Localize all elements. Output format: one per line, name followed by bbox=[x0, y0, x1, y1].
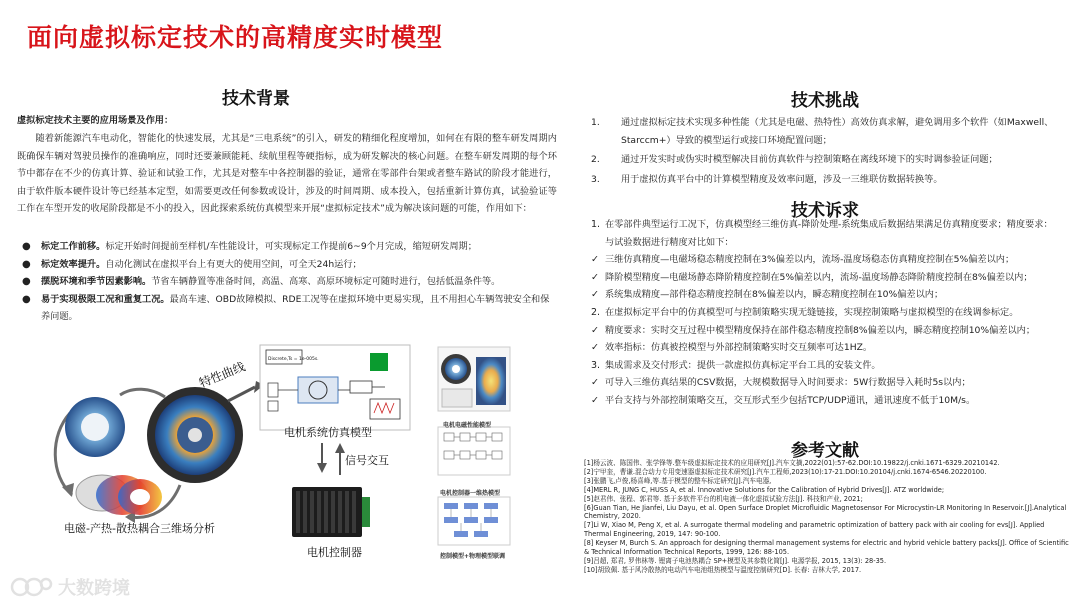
arrow-up-icon bbox=[335, 443, 345, 453]
references-heading: 参考文献 bbox=[791, 441, 859, 461]
check-icon: ✓ bbox=[591, 377, 599, 389]
demand-item bbox=[591, 251, 1061, 269]
bullet-bold: 标定工作前移。 bbox=[41, 241, 106, 252]
bullet-icon: ● bbox=[22, 241, 31, 252]
reference-item: [8] Keyser M, Burch S. An approach for designing thermal management systems for electric and hybrid vehicle battery packs[J]. Office of Scientific & Technical Information Technical Reports, 1999, 126: 88-105. bbox=[584, 539, 1069, 557]
demand-item bbox=[591, 357, 1061, 375]
background-lead: 虚拟标定技术主要的应用场景及作用： bbox=[17, 115, 174, 126]
check-icon: ✓ bbox=[591, 324, 599, 336]
item-text: 用于虚拟仿真平台中的计算模型精度及效率问题，涉及一三维联仿数据转换等。 bbox=[621, 173, 943, 185]
check-icon: ✓ bbox=[591, 342, 599, 354]
item-marker: 2. bbox=[591, 306, 601, 318]
bullet-icon: ● bbox=[22, 293, 31, 305]
demand-item bbox=[591, 304, 1061, 322]
reference-item: [2]宁甲奎，曹谦.混合动力专用变速器虚拟标定技术研究[J].汽车工程师,2023(10):17-21.DOI:10.20104/j.cnki.1674-6546.20220100. bbox=[584, 467, 987, 476]
demands-list bbox=[591, 216, 1061, 410]
page-title: 面向虚拟标定技术的高精度实时模型 bbox=[27, 23, 444, 52]
reference-item: [6]Guan Tian, He Jianfei, Liu Dayu, et al. Open Surface Droplet Microfluidic Magnetosensor For Microcystin-LR Monitoring In Reservoir.[J].Analytical Chemistry, 2020. bbox=[584, 503, 1067, 521]
reference-item: [9]吕超, 郑君, 罗伟林等. 锂离子电池热耦合 SP+模型及其参数化简[J]. 电源学报, 2015, 13(3): 28-35. bbox=[584, 556, 887, 565]
background-heading: 技术背景 bbox=[222, 89, 290, 109]
bullet-text: 最高车速、OBD故障模拟、RDE工况等在虚拟环境中更易实现，且不用担心车辆驾驶安全和保养问题。 bbox=[41, 293, 550, 323]
reference-item: [7]Li W, Xiao M, Peng X, et al. A surrogate thermal modeling and parametric optimization of battery pack with air cooling for evs[J]. Applied Thermal Engineering, 2019, 147: 90-100. bbox=[584, 521, 1045, 539]
item-text: 三维仿真精度—电磁场稳态精度控制在3%偏差以内，流场-温度场稳态仿真精度控制在5%偏差以内； bbox=[605, 254, 1015, 266]
demand-item bbox=[591, 216, 1061, 251]
background-paragraph: 随着新能源汽车电动化，智能化的快速发展，尤其是“三电系统”的引入，研发的精细化程度增加，如何在有限的整车研发周期内既确保车辆对驾驶员操作的准确响应，同时还要兼顾能耗、续航里程等硬指标，成为研发解决的核心问题。在整车研发周期的每个环节中都存在不少的仿真计算、验证和试验工作，尤其是对整车中各控制器的验证，通常在零部件台架或者整车路试的阶段才能进行，由于软件版本硬件设计等已经基本定型，如需要更改任何参数或设计，涉及的时间周期、成本投入，包括重新计算仿真，试验验证等工作在车型开发的收尾阶段都是不小的投入，因此探索系统仿真模型来开展“虚拟标定技术”成为解决该问题的可能，作用如下： bbox=[17, 133, 557, 215]
item-text: 在虚拟标定平台中的仿真模型可与控制策略实现无缝链接，实现控制策略与虚拟模型的在线调参标定。 bbox=[605, 306, 1019, 318]
check-icon: ✓ bbox=[591, 271, 599, 283]
item-number: 2. bbox=[591, 154, 600, 166]
watermark-text: 大数跨境 bbox=[58, 578, 130, 599]
cosimulation-image bbox=[438, 497, 510, 545]
demand-item bbox=[591, 269, 1061, 287]
bullet-icon: ● bbox=[22, 276, 31, 288]
reference-item: [10]胡致佩. 基于风冷散热的电动汽车电池组热模型与温度控制研究[D]. 长春: 吉林大学, 2017. bbox=[584, 565, 862, 574]
bullet-text: 自动化测试在虚拟平台上有更大的使用空间，可全天24h运行； bbox=[105, 258, 362, 270]
item-text: 平台支持与外部控制策略交互，交互形式至少包括TCP/UDP通讯，通讯速度不低于10M/s。 bbox=[605, 394, 976, 406]
demand-item bbox=[591, 322, 1061, 340]
item-text: 通过虚拟标定技术实现多种性能（尤其是电磁、热特性）高效仿真求解，避免调用多个软件（如Maxwell、Starccm+）导致的模型运行或接口环境配置问题； bbox=[621, 117, 1054, 146]
challenge-item bbox=[591, 151, 1061, 169]
controller-label: 电机控制器 bbox=[307, 546, 362, 559]
demand-item bbox=[591, 339, 1061, 357]
item-text: 集成需求及交付形式：提供一款虚拟仿真标定平台工具的安装文件。 bbox=[605, 359, 881, 371]
reference-item: [3]张鹏飞,卢俊,杨喜峰,等.基于模型的整车标定研究[J].汽车电器, bbox=[584, 476, 772, 485]
em-performance-model-image bbox=[438, 347, 510, 411]
curve-label: 特性曲线 bbox=[197, 359, 248, 391]
challenge-item bbox=[591, 114, 1061, 149]
arrow-down-icon bbox=[317, 463, 327, 473]
item-number: 1. bbox=[591, 117, 600, 128]
item-marker: 1. bbox=[591, 219, 601, 230]
item-marker: 3. bbox=[591, 359, 601, 371]
background-bullet-item bbox=[17, 273, 557, 291]
bullet-bold: 易于实现极限工况和重复工况。 bbox=[41, 293, 170, 305]
demand-item bbox=[591, 392, 1061, 410]
demand-item bbox=[591, 286, 1061, 304]
item-text: 可导入三维仿真结果的CSV数据，大规模数据导入时间要求：5W行数据导入耗时5s以内； bbox=[605, 377, 971, 389]
item-text: 精度要求：实时交互过程中模型精度保持在部件稳态精度控制8%偏差以内，瞬态精度控制10%偏差以内； bbox=[605, 324, 1036, 336]
bullet-text: 标定开始时间提前至样机/车性能设计，可实现标定工作提前6~9个月完成，缩短研发周期； bbox=[105, 241, 477, 252]
em-model-label: 电机电磁性能模型 bbox=[443, 422, 492, 429]
background-bullet-item bbox=[17, 256, 557, 274]
item-text: 效率指标：仿真被控模型与外部控制策略实时交互频率可达1HZ。 bbox=[605, 342, 873, 354]
item-text: 系统集成精度—部件稳态精度控制在8%偏差以内，瞬态精度控制在10%偏差以内； bbox=[605, 289, 944, 301]
bullet-bold: 摆脱环境和季节因素影响。 bbox=[41, 276, 152, 288]
system-diagram bbox=[40, 335, 560, 575]
check-icon: ✓ bbox=[591, 254, 599, 266]
bullet-bold: 标定效率提升。 bbox=[41, 258, 106, 270]
model-block-label: Discrete,Ts = 1e-005s. bbox=[268, 357, 319, 362]
background-bullet-item bbox=[17, 238, 557, 256]
signal-label: 信号交互 bbox=[345, 454, 389, 467]
challenges-list bbox=[591, 114, 1061, 190]
challenge-item bbox=[591, 171, 1061, 189]
motor-controller-image bbox=[292, 487, 370, 537]
reference-item: [1]杨云波、陈国伟、张学锋等.整车级虚拟标定技术的应用研究[J].汽车文摘,2022(01):57-62.DOI:10.19822/j.cnki.1671-6329.20210142. bbox=[584, 459, 1000, 467]
bullet-text: 节省车辆静置等准备时间，高温、高寒、高原环境标定可随时进行，包括低温条件等。 bbox=[151, 276, 501, 288]
challenges-heading: 技术挑战 bbox=[791, 91, 859, 111]
brand-logo-icon bbox=[10, 574, 54, 600]
item-text: 在零部件典型运行工况下，仿真模型经三维仿真-降阶处理-系统集成后数据结果满足仿真精度要求；精度要求：与试验数据进行精度对比如下： bbox=[605, 219, 1053, 248]
demand-item bbox=[591, 374, 1061, 392]
check-icon: ✓ bbox=[591, 289, 599, 301]
item-text: 降阶模型精度—电磁场静态降阶精度控制在5%偏差以内，流场-温度场静态降阶精度控制在8%偏差以内； bbox=[605, 271, 1033, 283]
controller-thermal-model-image bbox=[438, 427, 510, 475]
demands-heading: 技术诉求 bbox=[791, 201, 859, 221]
bullet-icon: ● bbox=[22, 258, 31, 270]
item-number: 3. bbox=[591, 173, 600, 185]
ctrl-model-label: 电机控制器一维热模型 bbox=[440, 490, 501, 497]
motor-system-model-image bbox=[260, 345, 410, 430]
coupling-label: 电磁-产热-散热耦合三维场分析 bbox=[64, 522, 215, 535]
reference-item: [4]MERL R, JUNG C, HUSS A, et al. Innovative Solutions for the Calibration of Hybrid Drives[J]. ATZ worldwide; bbox=[584, 485, 945, 494]
watermark-logo bbox=[10, 574, 130, 600]
item-text: 通过开发实时或伪实时模型解决目前仿真软件与控制策略在离线环境下的实时调参验证问题； bbox=[621, 154, 998, 166]
arrow-icon bbox=[228, 387, 255, 401]
check-icon: ✓ bbox=[591, 394, 599, 406]
em-heat-3d-group bbox=[55, 387, 243, 523]
background-bullet-list bbox=[17, 238, 557, 326]
background-bullet-item bbox=[17, 291, 557, 326]
reference-item: [5]赵君伟、张程、郭君等. 基于多软件平台的机电液一体化虚拟试验方法[J]. 科技和产业, 2021; bbox=[584, 494, 863, 503]
motor-model-label: 电机系统仿真模型 bbox=[284, 426, 372, 439]
joint-model-label: 控制模型+物理模型联调 bbox=[440, 553, 506, 560]
coil-winding-image bbox=[76, 475, 162, 515]
references-list bbox=[584, 459, 1070, 575]
